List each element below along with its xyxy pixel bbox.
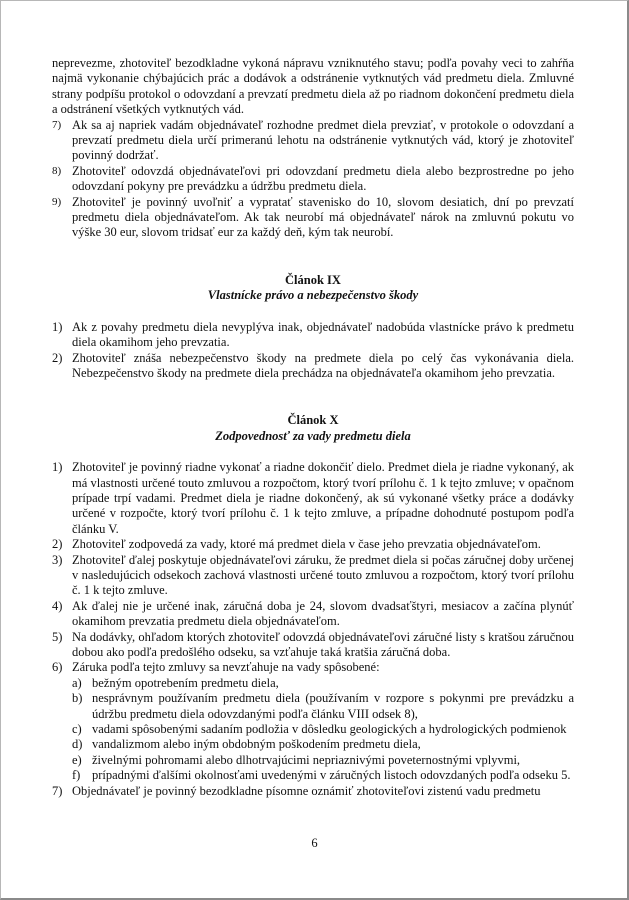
item-number: 7) — [52, 783, 63, 798]
item-text: Zhotoviteľ odovzdá objednávateľovi pri odovzdaní predmetu diela alebo bezprostredne po jeho odovzdaní pokyny pre prevádzku a údržbu predmetu diela. — [72, 163, 574, 194]
intro-paragraph: neprevezme, zhotoviteľ bezodkladne vykoná nápravu vzniknutého stavu; podľa povahy veci to zahŕňa najmä vykonanie chýbajúcich prác a dodávok a odstránenie vytknutých vád predmetu diela. Zmluvné strany podpíšu protokol o odovzdaní a prevzatí predmetu diela až po riadnom dokončení predmetu diela a odstránení všetkých vytknutých vád. — [52, 56, 574, 117]
sub-item-letter: d) — [72, 737, 83, 752]
article-x-heading: Článok X — [287, 413, 339, 428]
item-text: Ak sa aj napriek vadám objednávateľ rozhodne predmet diela prevziať, v protokole o odovzdaní a prevzatí predmetu diela určí primeranú lehotu na odstránenie vytknutých vád, ktorý je zhotoviteľ povinný dodržať. — [72, 117, 574, 163]
item-number: 9) — [52, 195, 62, 208]
item-number: 8) — [52, 164, 62, 177]
list-item — [52, 660, 574, 675]
document-page — [52, 56, 574, 799]
item-text: Ak z povahy predmetu diela nevyplýva inak, objednávateľ nadobúda vlastnícke právo k predmetu diela okamihom jeho prevzatia. — [72, 319, 574, 350]
sub-item-text: vadami spôsobenými sadaním podložia v dôsledku geologických a hydrologických podmienok — [92, 722, 567, 737]
item-text: Ak ďalej nie je určené inak, záručná doba je 24, slovom dvadsaťštyri, mesiacov a začína plynúť okamihom prevzatia predmetu diela objednávateľom. — [72, 598, 574, 629]
item-number: 6) — [52, 660, 63, 675]
item-number: 5) — [52, 629, 63, 644]
sub-list-item — [52, 691, 574, 722]
sub-item-text: nesprávnym používaním predmetu diela (používaním v rozpore s pokynmi pre prevádzku a údržbu predmetu diela odovzdanými podľa článku VIII odsek 8), — [92, 691, 574, 721]
list-item — [52, 320, 574, 351]
list-item — [52, 537, 574, 552]
item-text: Na dodávky, ohľadom ktorých zhotoviteľ odovzdá objednávateľovi záručné listy s kratšou záručnou dobou ako podľa predošlého odseku, sa vzťahuje taká kratšia záručná doba. — [72, 629, 574, 659]
item-number: 4) — [52, 598, 63, 613]
item-number: 1) — [52, 460, 63, 475]
list-item — [52, 460, 574, 537]
item-number: 2) — [52, 537, 63, 552]
sub-item-text: prípadnými ďalšími okolnosťami uvedenými v záručných listoch odovzdaných podľa odseku 5. — [92, 768, 571, 783]
list-item — [52, 553, 574, 599]
sub-item-text: živelnými pohromami alebo dlhotrvajúcimi nepriaznivými poveternostnými vplyvmi, — [92, 752, 521, 767]
sub-item-letter: e) — [72, 752, 82, 767]
item-number: 2) — [52, 350, 63, 365]
item-number: 7) — [52, 118, 62, 131]
sub-list-item — [52, 722, 574, 737]
article-ix-subheading: Vlastnícke právo a nebezpečenstvo škody — [207, 288, 419, 303]
list-item — [52, 164, 574, 195]
article-x-subheading: Zodpovednosť za vady predmetu diela — [215, 428, 411, 443]
sub-item-text: vandalizmom alebo iným obdobným poškodením predmetu diela, — [92, 737, 421, 752]
item-text: Zhotoviteľ znáša nebezpečenstvo škody na predmete diela po celý čas vykonávania diela. Nebezpečenstvo škody na predmete diela prechádza na objednávateľa okamihom jeho prevzatia. — [72, 350, 574, 380]
item-text: Objednávateľ je povinný bezodkladne písomne oznámiť zhotoviteľovi zistenú vadu predmetu — [72, 783, 541, 798]
sub-item-text: bežným opotrebením predmetu diela, — [92, 675, 279, 690]
list-item — [52, 195, 574, 241]
list-item — [52, 599, 574, 630]
list-item — [52, 118, 574, 164]
sub-item-letter: b) — [72, 691, 83, 706]
sub-list-item — [52, 737, 574, 752]
item-text: Zhotoviteľ je povinný riadne vykonať a riadne dokončiť dielo. Predmet diela je riadne vykonaný, ak má vlastnosti určené touto zmluvou a rozpočtom, ktorý tvorí prílohu č. 1 k tejto zmluve; v opačnom prípade trpí vadami. Predmet diela je riadne dokončený, ak sú vykonané všetky práce a dodávky určené v rozpočte, ktorý tvorí prílohu č. 1 k tejto zmluve, a prípadne dohodnuté postupom podľa článku V. — [72, 460, 574, 536]
item-text: Zhotoviteľ je povinný uvoľniť a vypratať stavenisko do 10, slovom desiatich, dní po prevzatí predmetu diela objednávateľom. Ak tak neurobí má objednávateľ nárok na zmluvnú pokutu vo výške 30 eur, slovom tridsať eur za každý deň, kým tak neurobí. — [72, 194, 574, 240]
item-text: Zhotoviteľ ďalej poskytuje objednávateľovi záruku, že predmet diela si počas záručnej doby určenej v nasledujúcich odsekoch zachová vlastnosti určené touto zmluvou a rozpočtom, ktorý tvorí prílohu č. 1 k tejto zmluve. — [72, 552, 574, 598]
article-ix-heading: Článok IX — [285, 272, 341, 287]
sub-item-letter: f) — [72, 768, 81, 783]
sub-list-item — [52, 676, 574, 691]
item-number: 1) — [52, 319, 63, 334]
sub-list-item — [52, 768, 574, 783]
sub-item-letter: c) — [72, 722, 82, 737]
list-item — [52, 784, 574, 799]
list-item — [52, 630, 574, 661]
page-number: 6 — [311, 836, 318, 850]
item-number: 3) — [52, 552, 63, 567]
item-text: Zhotoviteľ zodpovedá za vady, ktoré má predmet diela v čase jeho prevzatia objednávateľom. — [72, 537, 541, 552]
item-text: Záruka podľa tejto zmluvy sa nevzťahuje na vady spôsobené: — [72, 660, 380, 675]
sub-list-item — [52, 753, 574, 768]
sub-item-letter: a) — [72, 675, 82, 690]
list-item — [52, 351, 574, 382]
